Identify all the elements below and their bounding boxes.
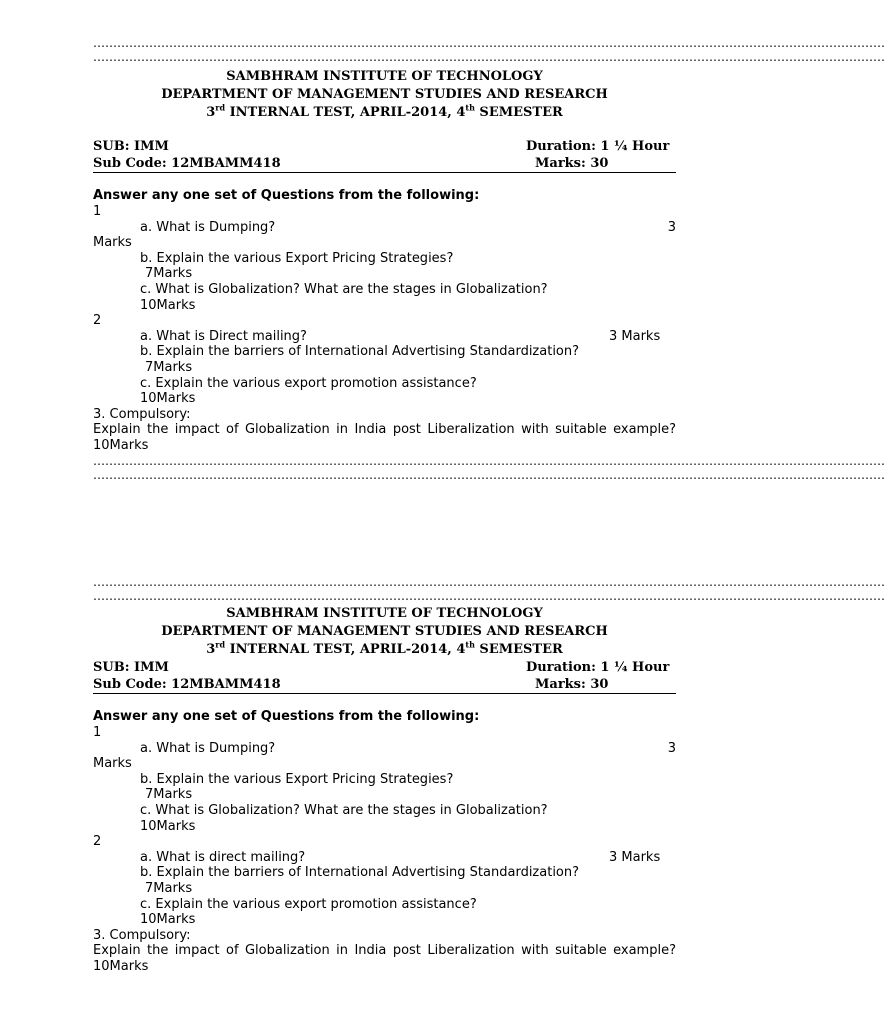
dotted-separator: ………………………………………………………………………………………………………………………………………………………………………………	[93, 575, 885, 589]
paper-1	[93, 36, 885, 482]
question-1c: c. What is Globalization? What are the stages in Globalization?	[140, 802, 548, 818]
set-number: 2	[93, 834, 102, 850]
subject-code-row	[93, 155, 676, 172]
question-3: Explain the impact of Globalization in India post Liberalization with suitable example? 10Marks	[93, 422, 697, 453]
total-marks: Marks: 30	[535, 677, 609, 692]
question-1b: b. Explain the various Export Pricing Strategies?	[140, 771, 454, 787]
question-2b-marks: 7Marks	[145, 880, 193, 896]
question-2b: b. Explain the barriers of International Advertising Standardization?	[140, 344, 580, 360]
question-2c-marks: 10Marks	[140, 391, 196, 407]
question-2b-marks: 7Marks	[145, 359, 193, 375]
question-1b-marks: 7Marks	[145, 266, 193, 282]
total-marks: Marks: 30	[535, 156, 609, 171]
question-2a: a. What is Direct mailing? 3 Marks	[140, 328, 661, 344]
instruction: Answer any one set of Questions from the following:	[93, 188, 480, 203]
question-1a: a. What is Dumping? 3	[140, 740, 676, 756]
duration: Duration: 1 ¼ Hour	[526, 139, 670, 154]
test-title: 3rd INTERNAL TEST, APRIL-2014, 4th SEMESTER	[206, 102, 563, 120]
institute-name: SAMBHRAM INSTITUTE OF TECHNOLOGY	[226, 69, 543, 84]
dotted-separator: ………………………………………………………………………………………………………………………………………………………………………………	[93, 50, 885, 64]
question-3: Explain the impact of Globalization in India post Liberalization with suitable example? 10Marks	[93, 943, 697, 974]
question-1a: a. What is Dumping? 3	[140, 219, 676, 235]
question-2a: a. What is direct mailing? 3 Marks	[140, 849, 661, 865]
question-2c: c. Explain the various export promotion assistance?	[140, 375, 477, 391]
set-number: 2	[93, 313, 102, 329]
dotted-separator: ………………………………………………………………………………………………………………………………………………………………………………	[93, 467, 885, 482]
question-2c: c. Explain the various export promotion assistance?	[140, 896, 477, 912]
set-number: 1	[93, 204, 102, 219]
department-name: DEPARTMENT OF MANAGEMENT STUDIES AND RESEARCH	[161, 87, 608, 102]
questions	[93, 725, 697, 975]
dotted-separator: ………………………………………………………………………………………………………………………………………………………………………………	[93, 589, 885, 603]
question-1c: c. What is Globalization? What are the stages in Globalization?	[140, 281, 548, 297]
questions	[93, 204, 697, 454]
question-2b: b. Explain the barriers of International Advertising Standardization?	[140, 865, 580, 881]
test-title: 3rd INTERNAL TEST, APRIL-2014, 4th SEMESTER	[206, 639, 563, 657]
subject: SUB: IMM	[93, 660, 169, 675]
subject-code-row	[93, 676, 676, 693]
subject: SUB: IMM	[93, 139, 169, 154]
department-name: DEPARTMENT OF MANAGEMENT STUDIES AND RESEARCH	[161, 624, 608, 639]
question-1c-marks: 10Marks	[140, 297, 196, 313]
subject-code: Sub Code: 12MBAMM418	[93, 156, 281, 171]
question-1a-marks: Marks	[93, 235, 132, 251]
question-1b-marks: 7Marks	[145, 787, 193, 803]
compulsory-label: 3. Compulsory:	[93, 406, 191, 422]
question-2c-marks: 10Marks	[140, 912, 196, 928]
dotted-separator: ………………………………………………………………………………………………………………………………………………………………………………	[93, 453, 885, 468]
institute-name: SAMBHRAM INSTITUTE OF TECHNOLOGY	[226, 606, 543, 621]
question-1c-marks: 10Marks	[140, 818, 196, 834]
subject-row	[93, 138, 676, 155]
question-1a-marks: Marks	[93, 756, 132, 772]
compulsory-label: 3. Compulsory:	[93, 927, 191, 943]
instruction: Answer any one set of Questions from the following:	[93, 709, 480, 724]
subject-code: Sub Code: 12MBAMM418	[93, 677, 281, 692]
set-number: 1	[93, 725, 102, 740]
paper-2	[93, 575, 885, 975]
dotted-separator: ………………………………………………………………………………………………………………………………………………………………………………	[93, 36, 885, 50]
duration: Duration: 1 ¼ Hour	[526, 660, 670, 675]
subject-row	[93, 659, 676, 676]
question-1b: b. Explain the various Export Pricing Strategies?	[140, 250, 454, 266]
